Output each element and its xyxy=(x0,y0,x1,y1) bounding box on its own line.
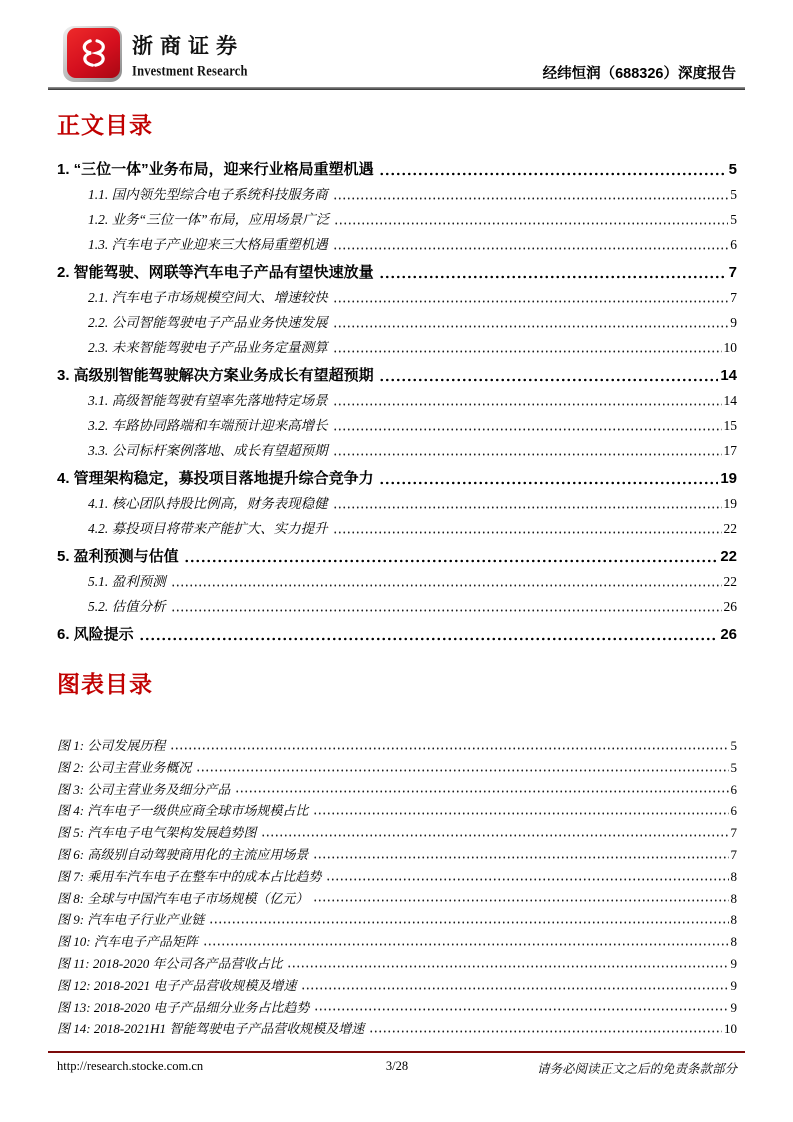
toc-entry-label: 4.1. 核心团队持股比例高，财务表现稳健 xyxy=(88,496,328,511)
dot-leader xyxy=(333,491,722,516)
figure-entry-label: 图 4: 汽车电子一级供应商全球市场规模占比 xyxy=(57,803,309,819)
toc-title: 正文目录 xyxy=(57,112,153,138)
report-title: 经纬恒润（688326）深度报告 xyxy=(542,66,736,82)
toc-entry[interactable] xyxy=(57,207,737,232)
figure-entry-page: 7 xyxy=(730,825,737,841)
dot-leader xyxy=(313,888,728,910)
figures-title: 图表目录 xyxy=(57,671,153,697)
dot-leader xyxy=(334,207,728,232)
toc-entry-page: 15 xyxy=(723,418,737,433)
dot-leader xyxy=(333,388,722,413)
figure-entry-page: 10 xyxy=(724,1021,737,1037)
dot-leader xyxy=(333,438,722,463)
toc-entry[interactable] xyxy=(57,491,737,516)
toc-entry[interactable] xyxy=(57,516,737,541)
toc-entry-page: 6 xyxy=(730,237,737,252)
figure-entry[interactable] xyxy=(57,953,737,975)
figure-entry[interactable] xyxy=(57,779,737,801)
toc-entry[interactable] xyxy=(57,466,737,491)
toc-entry-page: 22 xyxy=(723,574,737,589)
figure-entry-page: 8 xyxy=(730,868,737,884)
figure-entry[interactable] xyxy=(57,735,737,757)
dot-leader xyxy=(333,232,729,257)
toc-entry-page: 5 xyxy=(730,187,737,202)
header-divider xyxy=(48,87,745,90)
toc-entry-page: 22 xyxy=(723,521,737,536)
brand-name-cn: 浙商证券 xyxy=(132,34,244,58)
toc-entry[interactable] xyxy=(57,157,737,182)
figure-entry-page: 8 xyxy=(730,912,737,928)
dot-leader xyxy=(209,909,728,931)
toc-entry-label: 3. 高级别智能驾驶解决方案业务成长有望超预期 xyxy=(57,367,374,384)
dot-leader xyxy=(196,757,728,779)
toc-entry[interactable] xyxy=(57,388,737,413)
dot-leader xyxy=(333,310,729,335)
figure-entry-page: 9 xyxy=(730,977,737,993)
dot-leader xyxy=(313,844,728,866)
figure-entry-page: 6 xyxy=(730,781,737,797)
toc-entry-page: 19 xyxy=(720,470,737,487)
figure-entry-label: 图 11: 2018-2020 年公司各产品营收占比 xyxy=(57,955,283,971)
figure-entry-label: 图 12: 2018-2021 电子产品营收规模及增速 xyxy=(57,977,297,993)
toc-entry-page: 9 xyxy=(730,315,737,330)
dot-leader xyxy=(301,975,728,997)
figure-entry-label: 图 5: 汽车电子电气架构发展趋势图 xyxy=(57,825,257,841)
figure-entry[interactable] xyxy=(57,800,737,822)
figure-entry-page: 6 xyxy=(730,803,737,819)
toc-entry-label: 4.2. 募投项目将带来产能扩大、实力提升 xyxy=(88,521,328,536)
figure-entry[interactable] xyxy=(57,997,737,1019)
figure-entry[interactable] xyxy=(57,931,737,953)
toc-entry-page: 26 xyxy=(720,626,737,643)
figures-toc-section xyxy=(57,666,737,1040)
figure-entry-label: 图 3: 公司主营业务及细分产品 xyxy=(57,781,231,797)
toc-entry-page: 5 xyxy=(728,161,737,178)
figure-entry-label: 图 9: 汽车电子行业产业链 xyxy=(57,912,205,928)
toc-entry[interactable] xyxy=(57,335,737,360)
brand-name-en: Investment Research xyxy=(132,63,248,80)
dot-leader xyxy=(333,413,722,438)
figure-entry-label: 图 6: 高级别自动驾驶商用化的主流应用场景 xyxy=(57,846,309,862)
dot-leader xyxy=(333,516,722,541)
footer-page-number: 3/28 xyxy=(385,1059,409,1073)
figure-entry-label: 图 2: 公司主营业务概况 xyxy=(57,759,192,775)
figure-entry[interactable] xyxy=(57,822,737,844)
toc-entry-page: 17 xyxy=(723,443,737,458)
toc-entry[interactable] xyxy=(57,363,737,388)
toc-entry-label: 5.1. 盈利预测 xyxy=(88,574,166,589)
dot-leader xyxy=(333,182,729,207)
dot-leader xyxy=(379,363,719,388)
toc-entry[interactable] xyxy=(57,182,737,207)
figure-entry-page: 9 xyxy=(730,999,737,1015)
toc-entry-label: 2. 智能驾驶、网联等汽车电子产品有望快速放量 xyxy=(57,264,374,281)
dot-leader xyxy=(235,779,728,801)
toc-entry[interactable] xyxy=(57,544,737,569)
toc-entry-page: 14 xyxy=(720,367,737,384)
toc-entry-label: 1.1. 国内领先型综合电子系统科技服务商 xyxy=(88,187,328,202)
dot-leader xyxy=(369,1018,722,1040)
toc-entry-label: 3.3. 公司标杆案例落地、成长有望超预期 xyxy=(88,443,328,458)
dot-leader xyxy=(379,260,727,285)
toc-entry-label: 5. 盈利预测与估值 xyxy=(57,548,179,565)
toc-entry-label: 4. 管理架构稳定，募投项目落地提升综合竞争力 xyxy=(57,470,374,487)
dot-leader xyxy=(333,335,722,360)
figure-entry-label: 图 8: 全球与中国汽车电子市场规模（亿元） xyxy=(57,890,309,906)
figure-entry[interactable] xyxy=(57,1018,737,1040)
dot-leader xyxy=(313,800,728,822)
toc-entry-label: 1.2. 业务“三位一体”布局，应用场景广泛 xyxy=(88,212,330,227)
toc-entry-label: 2.1. 汽车电子市场规模空间大、增速较快 xyxy=(88,290,328,305)
figure-entry-label: 图 1: 公司发展历程 xyxy=(57,738,166,753)
dot-leader xyxy=(333,285,729,310)
figure-entry[interactable] xyxy=(57,844,737,866)
dot-leader xyxy=(139,622,719,647)
zheshang-logo xyxy=(63,26,122,82)
toc-entry[interactable] xyxy=(57,569,737,594)
dot-leader xyxy=(379,466,719,491)
dot-leader xyxy=(171,594,722,619)
dot-leader xyxy=(170,735,728,757)
toc-entry[interactable] xyxy=(57,310,737,335)
toc-entry-label: 3.1. 高级智能驾驶有望率先落地特定场景 xyxy=(88,393,328,408)
toc-entry[interactable] xyxy=(57,594,737,619)
figure-entry[interactable] xyxy=(57,866,737,888)
toc-entry-label: 2.3. 未来智能驾驶电子产品业务定量测算 xyxy=(88,340,328,355)
toc-entry-page: 5 xyxy=(730,212,737,227)
toc-entry-page: 26 xyxy=(723,599,737,614)
figure-entry-label: 图 13: 2018-2020 电子产品细分业务占比趋势 xyxy=(57,999,310,1015)
figure-entry[interactable] xyxy=(57,757,737,779)
toc-entry-page: 22 xyxy=(720,548,737,565)
footer-url[interactable]: http://research.stocke.com.cn xyxy=(57,1059,204,1073)
dot-leader xyxy=(184,544,719,569)
figure-entry-page: 5 xyxy=(730,738,737,753)
toc-entry[interactable] xyxy=(57,413,737,438)
figure-entry[interactable] xyxy=(57,975,737,997)
dot-leader xyxy=(171,569,722,594)
toc-entry-label: 2.2. 公司智能驾驶电子产品业务快速发展 xyxy=(88,315,328,330)
toc-entry[interactable] xyxy=(57,622,737,647)
toc-entry-label: 6. 风险提示 xyxy=(57,626,134,643)
footer-divider xyxy=(48,1051,745,1053)
figure-entry[interactable] xyxy=(57,909,737,931)
figure-entry-page: 8 xyxy=(730,934,737,950)
dot-leader xyxy=(203,931,729,953)
figure-entry-page: 8 xyxy=(730,890,737,906)
figure-entry-page: 7 xyxy=(730,846,737,862)
toc-entry[interactable] xyxy=(57,285,737,310)
logo-knot-icon xyxy=(72,32,116,74)
figure-entry-label: 图 14: 2018-2021H1 智能驾驶电子产品营收规模及增速 xyxy=(57,1021,365,1037)
toc-list xyxy=(57,157,737,647)
dot-leader xyxy=(314,997,728,1019)
toc-entry-page: 14 xyxy=(723,393,737,408)
main-toc-section xyxy=(57,107,737,647)
toc-entry[interactable] xyxy=(57,438,737,463)
dot-leader xyxy=(379,157,727,182)
figure-entry-page: 9 xyxy=(730,955,737,971)
dot-leader xyxy=(261,822,728,844)
toc-entry-page: 19 xyxy=(723,496,737,511)
dot-leader xyxy=(287,953,728,975)
toc-entry-label: 3.2. 车路协同路端和车端预计迎来高增长 xyxy=(88,418,328,433)
toc-entry-label: 1. “三位一体”业务布局，迎来行业格局重塑机遇 xyxy=(57,161,374,178)
figure-entry[interactable] xyxy=(57,888,737,910)
logo-red-tile xyxy=(67,28,120,78)
toc-entry-label: 1.3. 汽车电子产业迎来三大格局重塑机遇 xyxy=(88,237,328,252)
figure-entry-label: 图 10: 汽车电子产品矩阵 xyxy=(57,934,198,950)
figure-entry-label: 图 7: 乘用车汽车电子在整车中的成本占比趋势 xyxy=(57,868,322,884)
toc-entry-label: 5.2. 估值分析 xyxy=(88,599,166,614)
toc-entry-page: 10 xyxy=(723,340,737,355)
footer-disclaimer: 请务必阅读正文之后的免责条款部分 xyxy=(536,1062,737,1076)
figure-entry-page: 5 xyxy=(730,759,737,775)
figures-list xyxy=(57,735,737,1040)
toc-entry[interactable] xyxy=(57,232,737,257)
dot-leader xyxy=(326,866,728,888)
toc-entry-page: 7 xyxy=(728,264,737,281)
toc-entry[interactable] xyxy=(57,260,737,285)
toc-entry-page: 7 xyxy=(730,290,737,305)
brand-block xyxy=(132,30,248,78)
